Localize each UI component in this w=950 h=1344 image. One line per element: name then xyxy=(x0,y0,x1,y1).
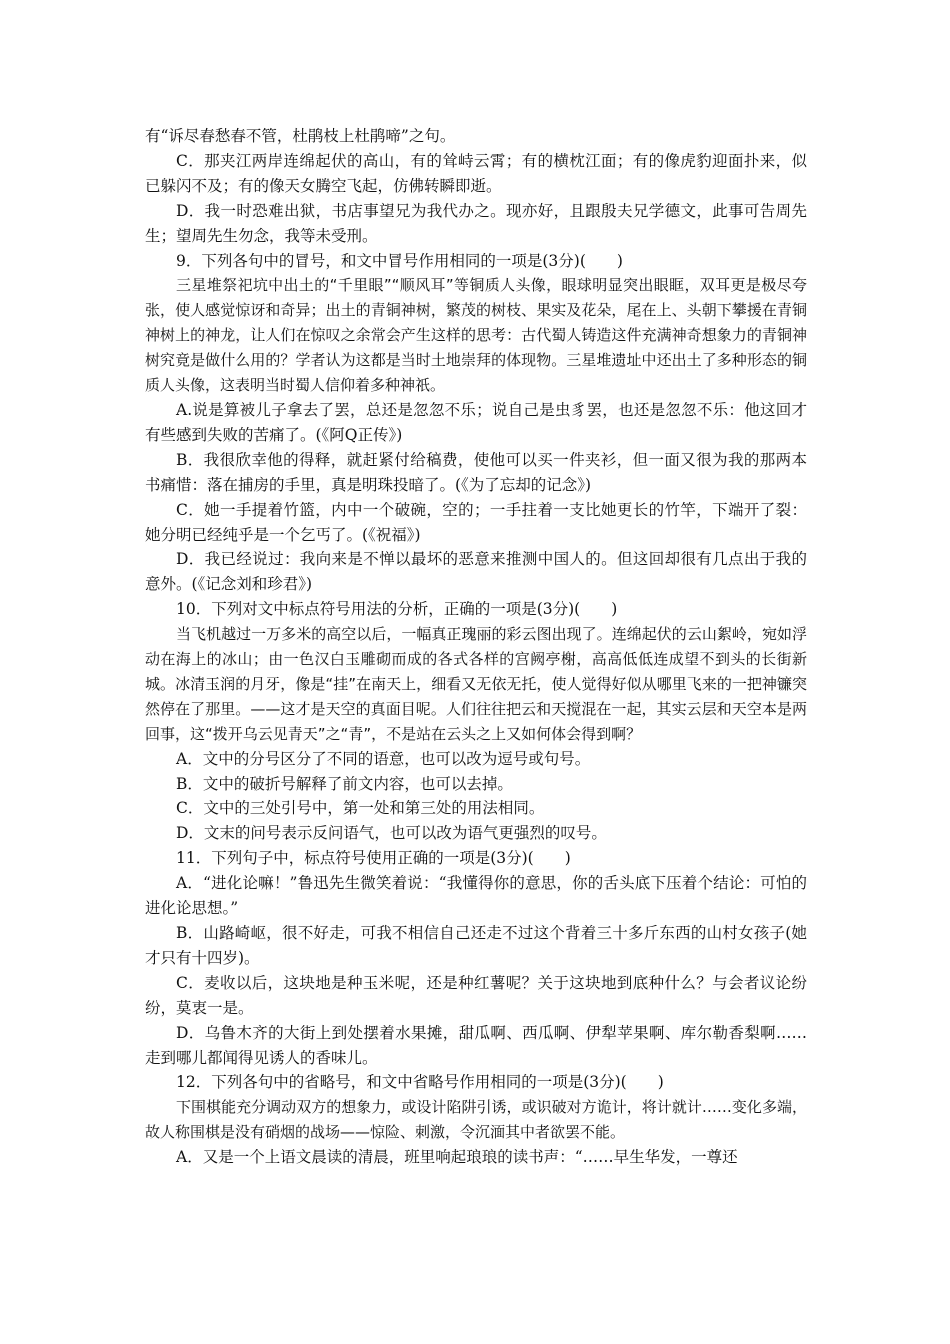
option-9d: D．我已经说过：我向来是不惮以最坏的恶意来推测中国人的。但这回却很有几点出于我的意外。(《记念刘和珍君》) xyxy=(145,550,807,594)
option-9a: A.说是算被儿子拿去了罢，总还是忽忽不乐；说自己是虫豸罢，也还是忽忽不乐：他这回才有些感到失败的苦痛了。(《阿Q正传》) xyxy=(145,400,807,444)
passage-9: 三星堆祭祀坑中出土的“千里眼”“顺风耳”等铜质人头像，眼球明显突出眼眶，双耳更是极尽夸张，使人感觉惊讶和奇异；出土的青铜神树，繁茂的树枝、果实及花朵，尾在上、头朝下攀援在青铜神树上的神龙，让人们在惊叹之余常会产生这样的思考：古代蜀人铸造这件充满神奇想象力的青铜神树究竟是做什么用的？学者认为这都是当时土地崇拜的体现物。三星堆遗址中还出土了多种形态的铜质人头像，这表明当时蜀人信仰着多种神祇。 xyxy=(145,276,807,395)
option-11d: D．乌鲁木齐的大街上到处摆着水果摊，甜瓜啊、西瓜啊、伊犁苹果啊、库尔勒香梨啊……走到哪儿都闻得见诱人的香味儿。 xyxy=(145,1023,807,1067)
option-11b: B．山路崎岖，很不好走，可我不相信自己还走不过这个背着三十多斤东西的山村女孩子(她才只有十四岁)。 xyxy=(145,924,807,967)
option-8d: D．我一时恐难出狱，书店事望兄为我代办之。现亦好，且跟殷夫兄学德文，此事可告周先生；望周先生勿念，我等未受刑。 xyxy=(145,201,807,245)
question-11: 11．下列句子中，标点符号使用正确的一项是(3分)( ) xyxy=(176,849,571,868)
document-page xyxy=(145,124,807,1170)
option-8c: C．那夹江两岸连绵起伏的高山，有的耸峙云霄；有的横枕江面；有的像虎豹迎面扑来，似已躲闪不及；有的像天女腾空飞起，仿佛转瞬即逝。 xyxy=(145,151,807,195)
option-10b: B．文中的破折号解释了前文内容，也可以去掉。 xyxy=(176,774,513,793)
question-12: 12．下列各句中的省略号，和文中省略号作用相同的一项是(3分)( ) xyxy=(176,1073,664,1092)
passage-10: 当飞机越过一万多米的高空以后，一幅真正瑰丽的彩云图出现了。连绵起伏的云山絮岭，宛如浮动在海上的冰山；由一色汉白玉雕砌而成的各式各样的宫阙亭榭，高高低低连成望不到头的长街新城。冰清玉润的月牙，像是“挂”在南天上，细看又无依无托，使人觉得好似从哪里飞来的一把神镰突然停在了那里。——这才是天空的真面目呢。人们往往把云和天搅混在一起，其实云层和天空本是两回事，这“拨开乌云见青天”之“青”，不是站在云头之上又如何体会得到啊？ xyxy=(145,625,807,743)
option-9c: C．她一手提着竹篮，内中一个破碗，空的；一手拄着一支比她更长的竹竿，下端开了裂：她分明已经纯乎是一个乞丐了。(《祝福》) xyxy=(145,500,807,544)
question-10: 10．下列对文中标点符号用法的分析，正确的一项是(3分)( ) xyxy=(176,600,618,619)
passage-12: 下围棋能充分调动双方的想象力，或设计陷阱引诱，或识破对方诡计，将计就计……变化多端，故人称围棋是没有硝烟的战场——惊险、刺激，令沉湎其中者欲罢不能。 xyxy=(145,1098,807,1142)
option-10a: A．文中的分号区分了不同的语意，也可以改为逗号或句号。 xyxy=(176,749,591,768)
option-10c: C．文中的三处引号中，第一处和第三处的用法相同。 xyxy=(176,799,545,818)
paragraph-continuation: 有“诉尽春愁春不管，杜鹃枝上杜鹃啼”之句。 xyxy=(145,127,456,145)
option-11c: C．麦收以后，这块地是种玉米呢，还是种红薯呢？关于这块地到底种什么？与会者议论纷纷，莫衷一是。 xyxy=(145,973,807,1017)
question-9: 9．下列各句中的冒号，和文中冒号作用相同的一项是(3分)( ) xyxy=(176,251,623,270)
option-11a: A．“进化论嘛！”鲁迅先生微笑着说：“我懂得你的意思，你的舌头底下压着个结论：可怕的进化论思想。” xyxy=(145,874,807,918)
option-12a: A．又是一个上语文晨读的清晨，班里响起琅琅的读书声：“……早生华发，一尊还 xyxy=(176,1148,738,1167)
option-10d: D．文末的问号表示反问语气，也可以改为语气更强烈的叹号。 xyxy=(176,824,607,843)
option-9b: B．我很欣幸他的得释，就赶紧付给稿费，使他可以买一件夹衫，但一面又很为我的那两本书痛惜：落在捕房的手里，真是明珠投暗了。(《为了忘却的记念》) xyxy=(145,450,807,494)
